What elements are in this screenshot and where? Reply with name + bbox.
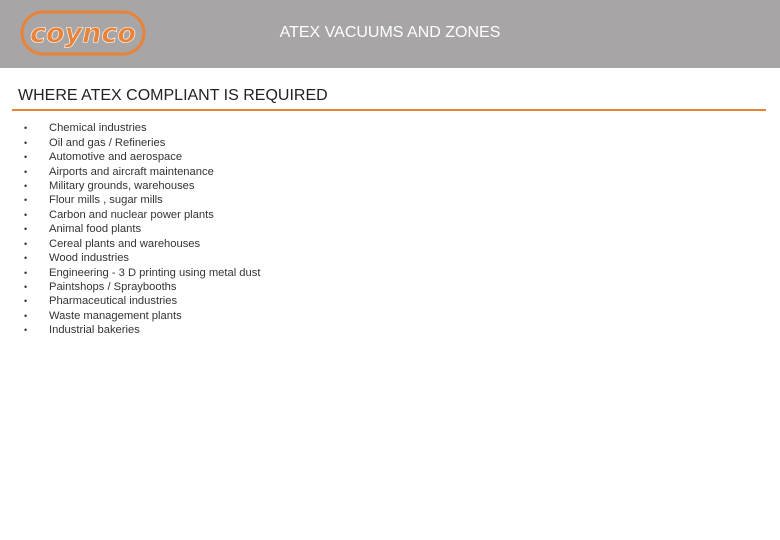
bullet-icon: • bbox=[24, 137, 28, 148]
header-bar bbox=[0, 0, 780, 68]
list-item bbox=[24, 280, 260, 294]
list-item-label: Chemical industries bbox=[49, 122, 147, 135]
list-item bbox=[24, 237, 260, 251]
list-item bbox=[24, 164, 260, 178]
list-item bbox=[24, 294, 260, 308]
list-item-label: Airports and aircraft maintenance bbox=[49, 165, 214, 178]
bullet-icon: • bbox=[24, 282, 28, 293]
list-item-label: Cereal plants and warehouses bbox=[49, 237, 201, 250]
bullet-icon: • bbox=[24, 253, 28, 264]
list-item bbox=[24, 323, 260, 337]
list-item-label: Pharmaceutical industries bbox=[49, 295, 178, 308]
list-item-label: Waste management plants bbox=[49, 309, 182, 322]
page-title bbox=[0, 24, 780, 42]
list-item bbox=[24, 309, 260, 323]
bullet-icon: • bbox=[24, 325, 28, 336]
list-item-label: Paintshops / Spraybooths bbox=[49, 281, 177, 294]
bullet-list bbox=[24, 121, 260, 338]
list-item bbox=[24, 179, 260, 193]
section-divider bbox=[12, 109, 766, 111]
list-item-label: Engineering - 3 D printing using metal dust bbox=[49, 266, 261, 279]
bullet-icon: • bbox=[24, 152, 28, 163]
list-item bbox=[24, 222, 260, 236]
list-item bbox=[24, 135, 260, 149]
list-item-label: Military grounds, warehouses bbox=[49, 179, 195, 192]
list-item-label: Animal food plants bbox=[49, 223, 142, 236]
bullet-icon: • bbox=[24, 238, 28, 249]
bullet-icon: • bbox=[24, 166, 28, 177]
list-item-label: Wood industries bbox=[49, 252, 130, 265]
bullet-icon: • bbox=[24, 180, 28, 191]
bullet-icon: • bbox=[24, 195, 28, 206]
bullet-icon: • bbox=[24, 224, 28, 235]
list-item bbox=[24, 121, 260, 135]
list-item bbox=[24, 265, 260, 279]
list-item bbox=[24, 150, 260, 164]
bullet-icon: • bbox=[24, 209, 28, 220]
bullet-icon: • bbox=[24, 296, 28, 307]
logo-text: coynco bbox=[30, 18, 136, 49]
list-item bbox=[24, 208, 260, 222]
list-item-label: Automotive and aerospace bbox=[49, 151, 183, 164]
list-item-label: Flour mills , sugar mills bbox=[49, 194, 163, 207]
bullet-icon: • bbox=[24, 123, 28, 134]
bullet-icon: • bbox=[24, 267, 28, 278]
page-title-text: ATEX VACUUMS AND ZONES bbox=[279, 24, 501, 41]
list-item bbox=[24, 193, 260, 207]
list-item-label: Industrial bakeries bbox=[49, 324, 140, 337]
list-item-label: Carbon and nuclear power plants bbox=[49, 208, 214, 221]
list-item-label: Oil and gas / Refineries bbox=[49, 136, 166, 149]
bullet-icon: • bbox=[24, 310, 28, 321]
list-item bbox=[24, 251, 260, 265]
section-title: WHERE ATEX COMPLIANT IS REQUIRED bbox=[18, 87, 328, 104]
